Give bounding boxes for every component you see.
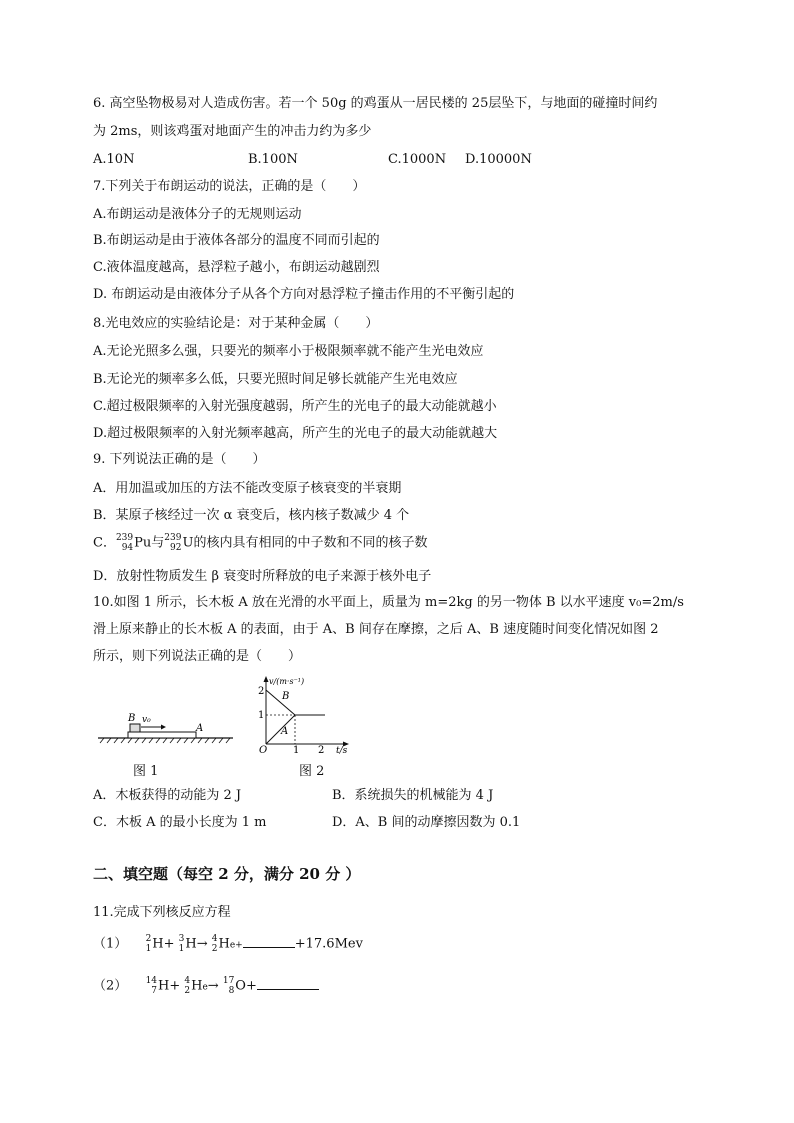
- q6-line1: 6. 高空坠物极易对人造成伤害。若一个 50g 的鸡蛋从一居民楼的 25层坠下，与地面的碰撞时间约: [93, 96, 658, 111]
- q8-option-d: D.超过极限频率的入射光频率越高，所产生的光电子的最大动能就越大: [93, 426, 498, 441]
- q9-stem: 9. 下列说法正确的是（ ）: [93, 452, 266, 467]
- q11-stem: 11.完成下列核反应方程: [93, 905, 231, 920]
- q8-stem: 8.光电效应的实验结论是：对于某种金属（ ）: [93, 316, 379, 331]
- eq1-tritium-notation: 3 1: [178, 934, 185, 954]
- q10-line1: 10.如图 1 所示，长木板 A 放在光滑的水平面上，质量为 m=2kg 的另一物体 B 以水平速度 v₀=2m/s: [93, 595, 684, 610]
- q8-option-b: B.无论光的频率多么低，只要光照时间足够长就能产生光电效应: [93, 372, 458, 387]
- block-b: [130, 724, 140, 732]
- fig1-label-b: B: [128, 713, 136, 724]
- q10-line2: 滑上原来静止的长木板 A 的表面，由于 A、B 间存在摩擦，之后 A、B 速度随时间变化情况如图 2: [93, 622, 659, 637]
- pu-isotope-notation: [116, 533, 133, 553]
- eq1-number: （1）: [93, 936, 128, 952]
- eq1-tritium-symbol: H→: [185, 936, 208, 952]
- eq1-energy: +17.6Mev: [294, 936, 363, 952]
- origin-label: O: [259, 745, 268, 754]
- q7-option-a: A.布朗运动是液体分子的无规则运动: [93, 207, 302, 222]
- eq1-helium-symbol: H: [218, 936, 230, 952]
- eq1-deuterium-notation: 2 1: [145, 934, 152, 954]
- eq2-helium-symbol-e: e: [202, 982, 208, 993]
- q8-option-c: C.超过极限频率的入射光强度越弱，所产生的光电子的最大动能就越小: [93, 399, 497, 414]
- q6-option-c: C.1000N: [388, 152, 447, 167]
- u-isotope-notation: [164, 533, 181, 553]
- q8-option-a: A.无论光照多么强，只要光的频率小于极限频率就不能产生光电效应: [93, 344, 484, 359]
- q10-option-a: A．木板获得的动能为 2 J: [93, 788, 242, 803]
- fig2-label-b: B: [282, 691, 290, 702]
- q9-option-b: B．某原子核经过一次 α 衰变后，核内核子数减少 4 个: [93, 508, 410, 523]
- figure-1-diagram: [95, 705, 235, 745]
- u-symbol: U: [182, 535, 194, 551]
- eq1-answer-blank[interactable]: [243, 935, 295, 948]
- eq2-helium-symbol: H: [191, 978, 203, 994]
- q10-option-b: B．系统损失的机械能为 4 J: [332, 788, 494, 803]
- u-atomic-number: 92: [170, 543, 182, 553]
- figure-1-caption: 图 1: [133, 764, 159, 779]
- eq1-helium-notation: 4 2: [211, 934, 218, 954]
- y-axis-label: v/(m·s⁻¹): [269, 677, 305, 686]
- fig1-label-a: A: [196, 723, 204, 734]
- eq2-number: （2）: [93, 978, 128, 994]
- line-b: [266, 690, 295, 715]
- q10-line3: 所示，则下列说法正确的是（ ）: [93, 649, 302, 664]
- eq2-arrow: →: [207, 978, 219, 994]
- q6-option-a: A.10N: [93, 152, 135, 167]
- velocity-arrowhead: [161, 725, 166, 730]
- y-axis-arrowhead: [264, 676, 269, 682]
- q7-option-c: C.液体温度越高，悬浮粒子越小，布朗运动越剧烈: [93, 260, 380, 275]
- pu-mass-number: 239: [115, 533, 134, 543]
- x-tick-1: 1: [293, 745, 300, 754]
- eq2-helium-notation: 4 2: [184, 976, 191, 996]
- q7-option-d: D. 布朗运动是由液体分子从各个方向对悬浮粒子撞击作用的不平衡引起的: [93, 287, 515, 302]
- q7-option-b: B.布朗运动是由于液体各部分的温度不同而引起的: [93, 233, 380, 248]
- q9-option-c-mid: 与: [151, 535, 165, 551]
- q10-option-d: D．A、B 间的动摩擦因数为 0.1: [332, 815, 521, 830]
- q11-equation-1: [93, 934, 363, 954]
- u-mass-number: 239: [164, 533, 182, 543]
- q9-option-d: D．放射性物质发生 β 衰变时所释放的电子来源于核外电子: [93, 569, 432, 584]
- q11-equation-2: [93, 976, 319, 996]
- fig1-label-v0: v₀: [142, 715, 151, 725]
- q9-option-c-prefix: C．: [93, 535, 116, 551]
- q6-option-b: B.100N: [248, 152, 298, 167]
- figure-2-vt-graph: [248, 672, 358, 754]
- eq2-answer-blank[interactable]: [257, 977, 319, 990]
- q6-line2: 为 2ms，则该鸡蛋对地面产生的冲击力约为多少: [93, 124, 372, 139]
- eq2-oxygen-notation: 17 8: [222, 976, 235, 996]
- eq2-oxygen-symbol: O+: [235, 978, 257, 994]
- y-tick-1: 1: [258, 710, 265, 721]
- fig2-label-a: A: [281, 726, 289, 737]
- pu-symbol: Pu: [134, 535, 152, 551]
- x-axis-label: t/s: [336, 746, 348, 754]
- q7-stem: 7.下列关于布朗运动的说法，正确的是（ ）: [93, 179, 366, 194]
- pu-atomic-number: 94: [121, 543, 134, 553]
- board-a: [128, 732, 196, 738]
- q10-option-c: C．木板 A 的最小长度为 1 m: [93, 815, 267, 830]
- x-tick-2: 2: [318, 745, 325, 754]
- eq2-nitrogen-notation: 14 7: [145, 976, 158, 996]
- figure-2-caption: 图 2: [299, 764, 325, 779]
- y-tick-2: 2: [258, 686, 265, 697]
- q9-option-a: A．用加温或加压的方法不能改变原子核衰变的半衰期: [93, 481, 402, 496]
- q9-option-c: [93, 533, 427, 553]
- section-2-title: 二、填空题（每空 2 分，满分 20 分 ）: [93, 865, 361, 883]
- eq1-helium-symbol-e: e+: [229, 940, 243, 951]
- eq1-deuterium-symbol: H+: [152, 936, 175, 952]
- q9-option-c-suffix: 的核内具有相同的中子数和不同的核子数: [193, 535, 428, 551]
- eq2-nitrogen-symbol: H+: [158, 978, 181, 994]
- q6-option-d: D.10000N: [465, 152, 532, 167]
